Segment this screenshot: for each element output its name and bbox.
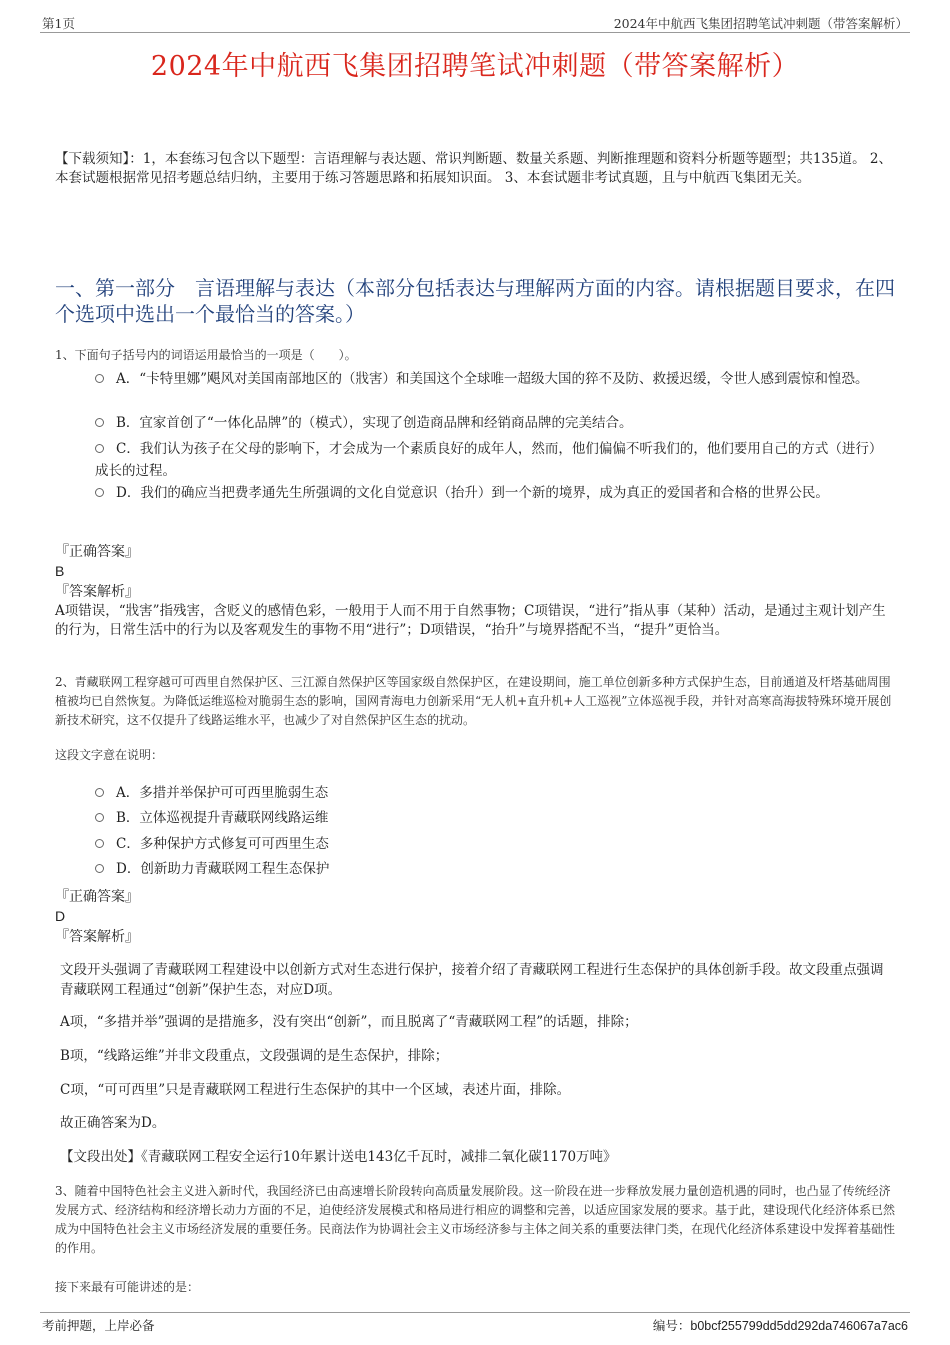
q1-stem: 1、下面句子括号内的词语运用最恰当的一项是（ ）。 <box>55 348 357 362</box>
q2-analysis-p1: 文段开头强调了青藏联网工程建设中以创新方式对生态进行保护，接着介绍了青藏联网工程进行生态保护的具体创新手段。故文段重点强调青藏联网工程通过“创新”保护生态，对应D项。 <box>60 962 884 998</box>
page-footer <box>40 1312 910 1333</box>
radio-icon[interactable] <box>95 488 104 497</box>
q2-analysis-p2: A项，“多措并举”强调的是措施多，没有突出“创新”，而且脱离了“青藏联网工程”的话题，排除； <box>60 1014 638 1030</box>
footer-slogan: 考前押题，上岸必备 <box>42 1318 155 1333</box>
radio-icon[interactable] <box>95 374 104 383</box>
radio-icon[interactable] <box>95 788 104 797</box>
page-header <box>40 14 910 33</box>
q2-answer-label: 『正确答案』 <box>55 889 139 905</box>
q2-source: 【文段出处】《青藏联网工程安全运行10年累计送电143亿千瓦时，减排二氧化碳1170万吨》 <box>60 1149 617 1165</box>
header-doc-title: 2024年中航西飞集团招聘笔试冲刺题（带答案解析） <box>613 16 908 31</box>
footer-doc-id: 编号：b0bcf255799dd5dd292da746067a7ac6 <box>652 1319 908 1333</box>
q1-answer-label: 『正确答案』 <box>55 544 139 560</box>
section-heading: 一、第一部分 言语理解与表达（本部分包括表达与理解两方面的内容。请根据题目要求，在四个选项中选出一个最恰当的答案。） <box>55 276 895 326</box>
radio-icon[interactable] <box>95 864 104 873</box>
radio-icon[interactable] <box>95 444 104 453</box>
radio-icon[interactable] <box>95 839 104 848</box>
q3-prompt: 接下来最有可能讲述的是： <box>55 1280 200 1294</box>
q2-option-a[interactable]: A．多措并举保护可可西里脆弱生态 <box>95 782 895 804</box>
page-title: 2024年中航西飞集团招聘笔试冲刺题（带答案解析） <box>150 51 800 82</box>
q2-answer: D <box>55 908 66 924</box>
q1-option-d[interactable]: D．我们的确应当把费孝通先生所强调的文化自觉意识（抬升）到一个新的境界，成为真正的爱国者和合格的世界公民。 <box>95 482 895 504</box>
q2-prompt: 这段文字意在说明： <box>55 748 164 762</box>
q1-answer: B <box>55 563 65 579</box>
q2-option-c[interactable]: C．多种保护方式修复可可西里生态 <box>95 833 895 855</box>
q1-analysis: A项错误，“戕害”指残害，含贬义的感情色彩，一般用于人而不用于自然事物；C项错误，“进行”指从事（某种）活动，是通过主观计划产生的行为，日常生活中的行为以及客观发生的事物不用“进行”；D项错误，“抬升”与境界搭配不当，“提升”更恰当。 <box>55 603 886 638</box>
page-number: 第1页 <box>42 16 75 31</box>
q2-analysis-p4: C项，“可可西里”只是青藏联网工程进行生态保护的其中一个区域，表述片面，排除。 <box>60 1082 571 1098</box>
q1-option-c[interactable]: C．我们认为孩子在父母的影响下，才会成为一个素质良好的成年人，然而，他们偏偏不听我们的，他们要用自己的方式（进行）成长的过程。 <box>95 441 883 479</box>
q3-stem: 3、随着中国特色社会主义进入新时代，我国经济已由高速增长阶段转向高质量发展阶段。这一阶段在进一步释放发展力量创造机遇的同时，也凸显了传统经济发展方式、经济结构和经济增长动力方面的不足，迫使经济发展模式和格局进行相应的调整和完善，以适应国家发展的要求。基于此，建设现代化经济体系已然成为中国特色社会主义市场经济发展的重要任务。民商法作为协调社会主义市场经济参与主体之间关系的重要法律门类，在现代化经济体系建设中发挥着基础性的作用。 <box>55 1184 896 1255</box>
q2-analysis-p5: 故正确答案为D。 <box>60 1115 166 1131</box>
radio-icon[interactable] <box>95 813 104 822</box>
q1-analysis-label: 『答案解析』 <box>55 584 139 600</box>
q2-analysis-label: 『答案解析』 <box>55 929 139 945</box>
q1-option-b[interactable]: B．宜家首创了“一体化品牌”的（模式），实现了创造商品牌和经销商品牌的完美结合。 <box>95 412 895 434</box>
q2-option-b[interactable]: B．立体巡视提升青藏联网线路运维 <box>95 807 895 829</box>
q2-analysis-p3: B项，“线路运维”并非文段重点，文段强调的是生态保护，排除； <box>60 1048 449 1064</box>
radio-icon[interactable] <box>95 418 104 427</box>
download-notice: 【下载须知】：1，本套练习包含以下题型：言语理解与表达题、常识判断题、数量关系题、判断推理题和资料分析题等题型；共135道。 2、本套试题根据常见招考题总结归纳，主要用于练习答题思路和拓展知识面。 3、本套试题非考试真题，且与中航西飞集团无关。 <box>55 151 892 186</box>
q2-option-d[interactable]: D．创新助力青藏联网工程生态保护 <box>95 858 895 880</box>
q2-stem: 2、青藏联网工程穿越可可西里自然保护区、三江源自然保护区等国家级自然保护区，在建设期间，施工单位创新多种方式保护生态，目前通道及杆塔基础周围植被均已自然恢复。为降低运维巡检对脆弱生态的影响，国网青海电力创新采用“无人机+直升机+人工巡视”立体巡视手段，并针对高寒高海拔特殊环境开展创新技术研究，这不仅提升了线路运维水平，也减少了对自然保护区生态的扰动。 <box>55 675 892 727</box>
q1-option-a[interactable]: A．“卡特里娜”飓风对美国南部地区的（戕害）和美国这个全球唯一超级大国的猝不及防、救援迟缓，令世人感到震惊和惶恐。 <box>95 368 895 390</box>
